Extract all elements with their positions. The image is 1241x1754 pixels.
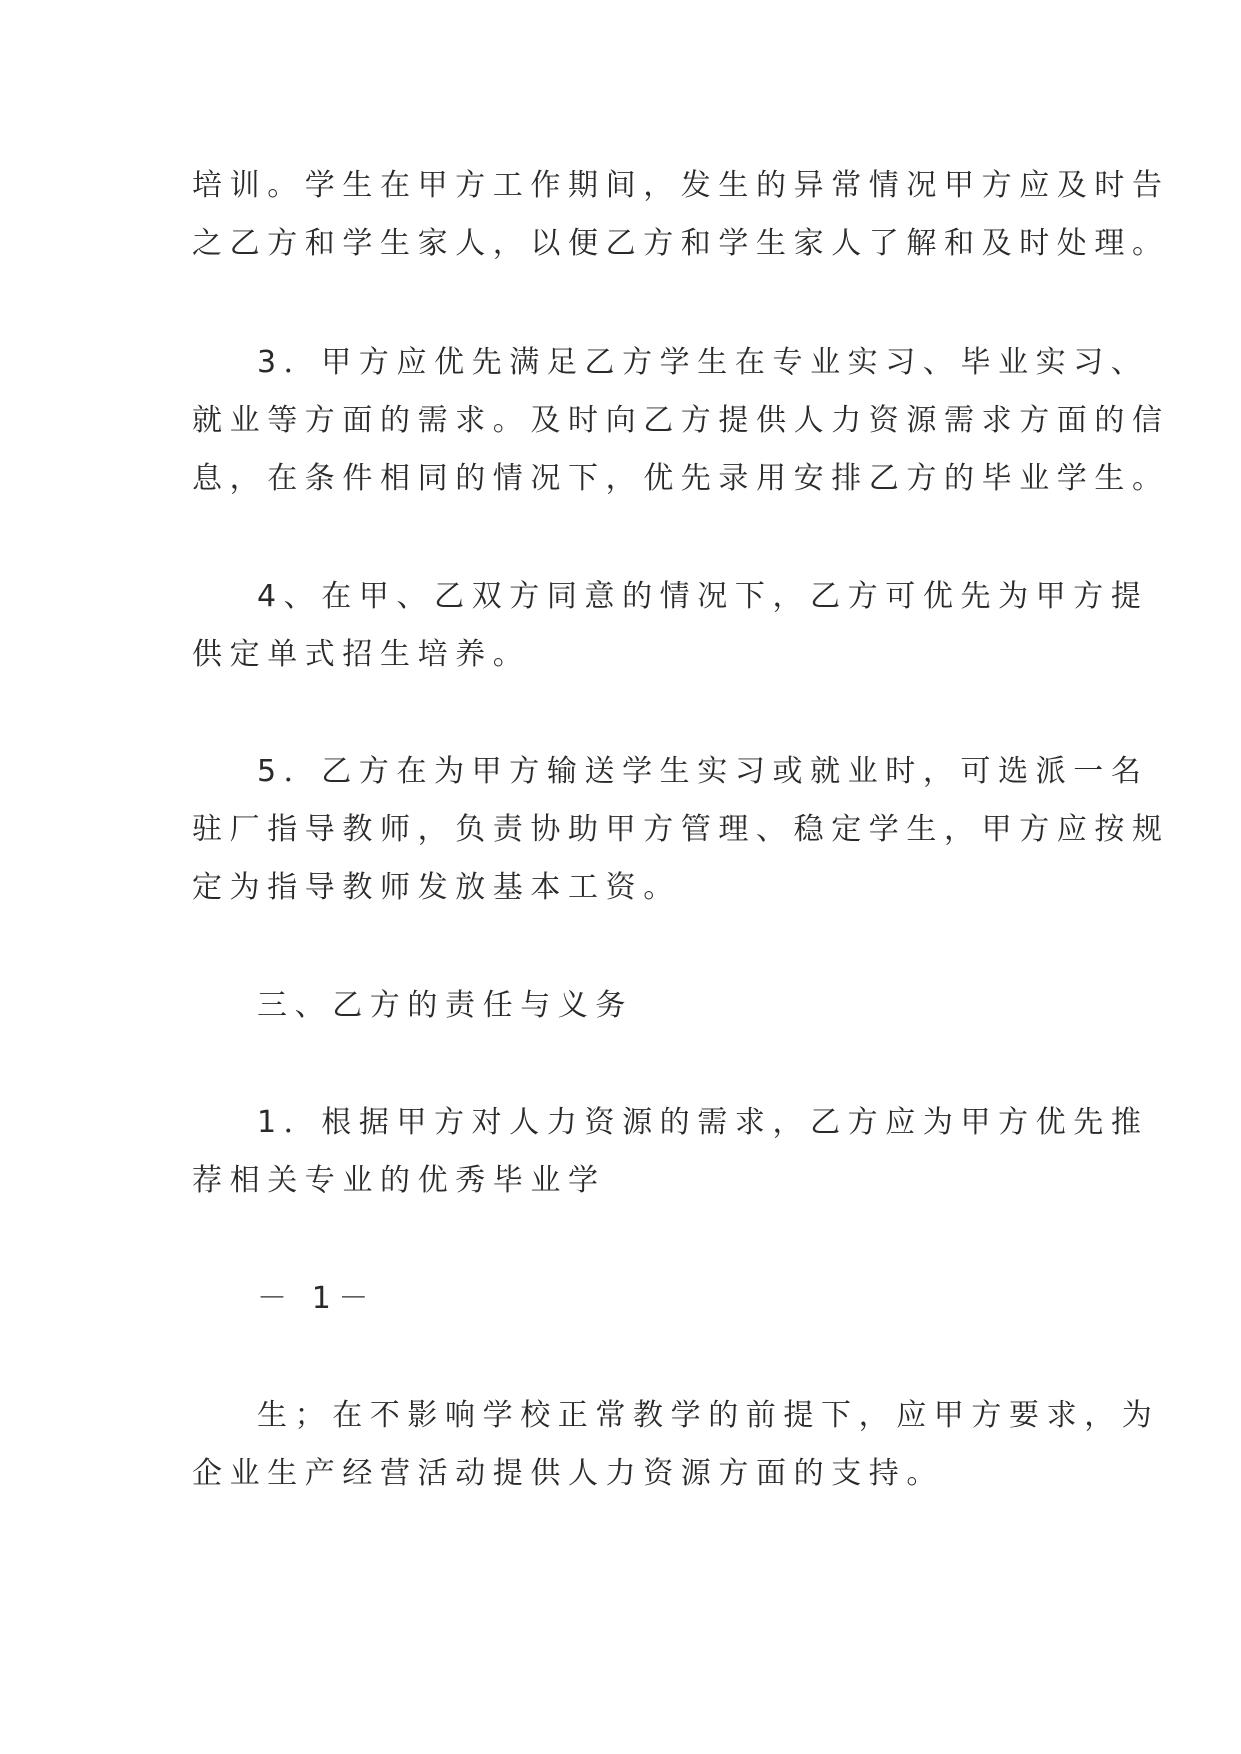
paragraph-line: 培训。学生在甲方工作期间，发生的异常情况甲方应及时告: [192, 168, 1170, 203]
section-heading: 三、乙方的责任与义务: [257, 988, 633, 1023]
paragraph-line: 驻厂指导教师，负责协助甲方管理、稳定学生，甲方应按规: [192, 812, 1170, 847]
paragraph-line: 荐相关专业的优秀毕业学: [192, 1163, 606, 1198]
paragraph-line: 就业等方面的需求。及时向乙方提供人力资源需求方面的信: [192, 403, 1170, 438]
item-3-line: 3．甲方应优先满足乙方学生在专业实习、毕业实习、: [257, 345, 1149, 380]
item-5-line: 5．乙方在为甲方输送学生实习或就业时，可选派一名: [257, 754, 1149, 789]
paragraph-line: 息，在条件相同的情况下，优先录用安排乙方的毕业学生。: [192, 461, 1170, 496]
paragraph-line: 供定单式招生培养。: [192, 637, 531, 672]
item-1-line: 1．根据甲方对人力资源的需求，乙方应为甲方优先推: [257, 1105, 1149, 1140]
item-4-line: 4、在甲、乙双方同意的情况下，乙方可优先为甲方提: [257, 579, 1149, 614]
page-number: － 1－: [257, 1281, 377, 1316]
paragraph-line: 生；在不影响学校正常教学的前提下，应甲方要求，为: [257, 1398, 1160, 1433]
paragraph-line: 定为指导教师发放基本工资。: [192, 870, 681, 905]
paragraph-line: 之乙方和学生家人，以便乙方和学生家人了解和及时处理。: [192, 226, 1170, 261]
paragraph-line: 企业生产经营活动提供人力资源方面的支持。: [192, 1456, 944, 1491]
